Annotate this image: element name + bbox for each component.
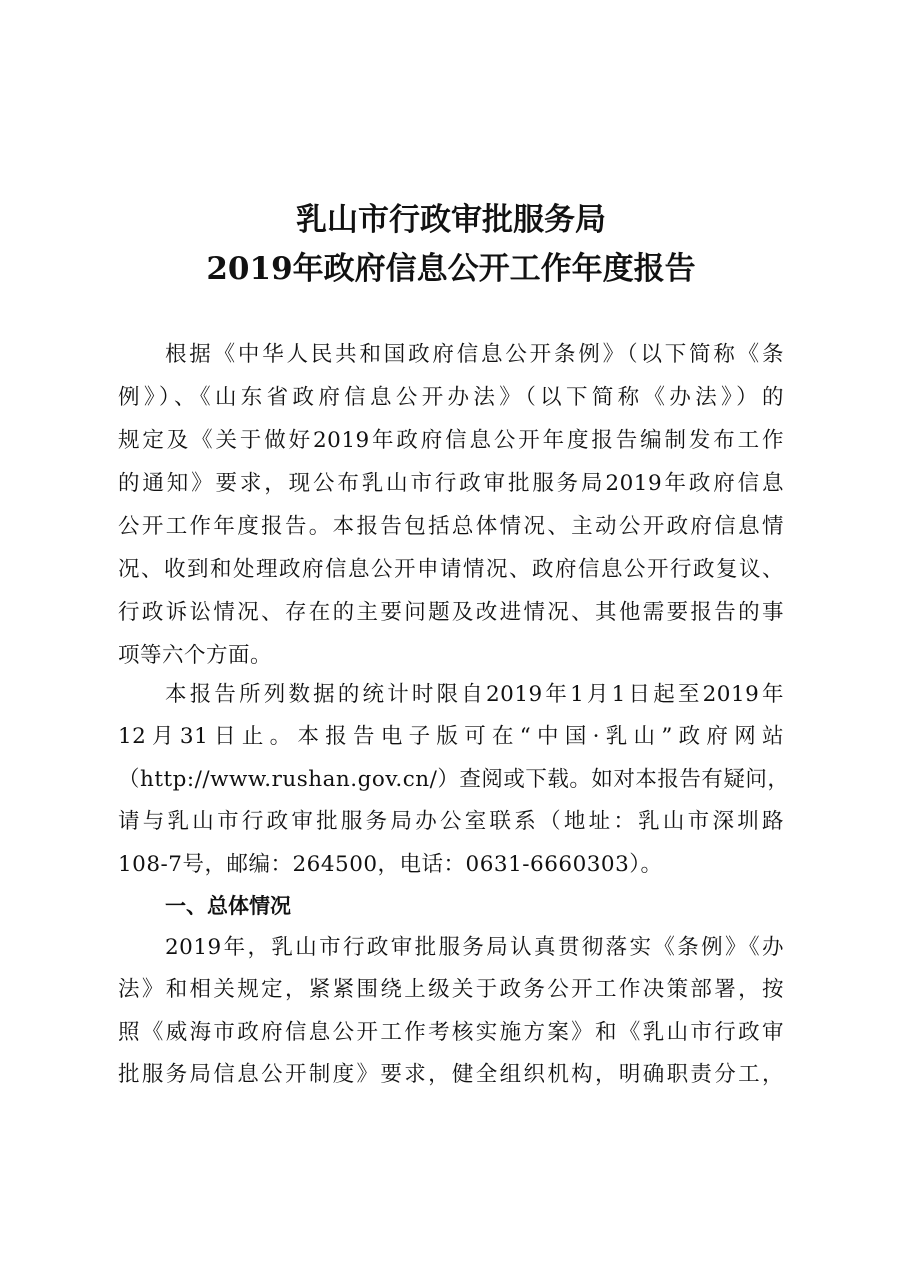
paragraph-line: 批服务局信息公开制度》要求，健全组织机构，明确职责分工， <box>118 1062 784 1087</box>
paragraph-line: 照《威海市政府信息公开工作考核实施方案》和《乳山市行政审 <box>118 1020 784 1045</box>
paragraph-line: 2019年，乳山市行政审批服务局认真贯彻落实《条例》《办 <box>165 935 784 960</box>
paragraph-line: 法》和相关规定，紧紧围绕上级关于政务公开工作决策部署，按 <box>118 977 784 1002</box>
paragraph-line: （http://www.rushan.gov.cn/）查阅或下载。如对本报告有疑问， <box>118 767 790 792</box>
paragraph-line: 根据《中华人民共和国政府信息公开条例》（以下简称《条 <box>165 342 784 367</box>
paragraph-line: 公开工作年度报告。本报告包括总体情况、主动公开政府信息情 <box>118 514 784 539</box>
paragraph-line: 况、收到和处理政府信息公开申请情况、政府信息公开行政复议、 <box>118 557 784 582</box>
paragraph-line: 例》）、《山东省政府信息公开办法》（以下简称《办法》）的 <box>118 385 784 410</box>
paragraph-line: 请与乳山市行政审批服务局办公室联系（地址：乳山市深圳路 <box>118 809 784 834</box>
paragraph-line: 12月31日止。本报告电子版可在“中国·乳山”政府网站 <box>118 724 784 749</box>
paragraph-line: 项等六个方面。 <box>118 643 273 668</box>
document-title-line-2: 2019年政府信息公开工作年度报告 <box>206 251 696 287</box>
paragraph-line: 的通知》要求，现公布乳山市行政审批服务局2019年政府信息 <box>118 471 784 496</box>
paragraph-line: 本报告所列数据的统计时限自2019年1月1日起至2019年 <box>165 682 784 707</box>
paragraph-line: 行政诉讼情况、存在的主要问题及改进情况、其他需要报告的事 <box>118 600 784 625</box>
document-title-line-1: 乳山市行政审批服务局 <box>296 202 606 238</box>
section-heading-overview: 一、总体情况 <box>165 894 291 918</box>
paragraph-line: 108-7号，邮编：264500，电话：0631-6660303）。 <box>118 852 663 877</box>
paragraph-line: 规定及《关于做好2019年政府信息公开年度报告编制发布工作 <box>118 428 784 453</box>
